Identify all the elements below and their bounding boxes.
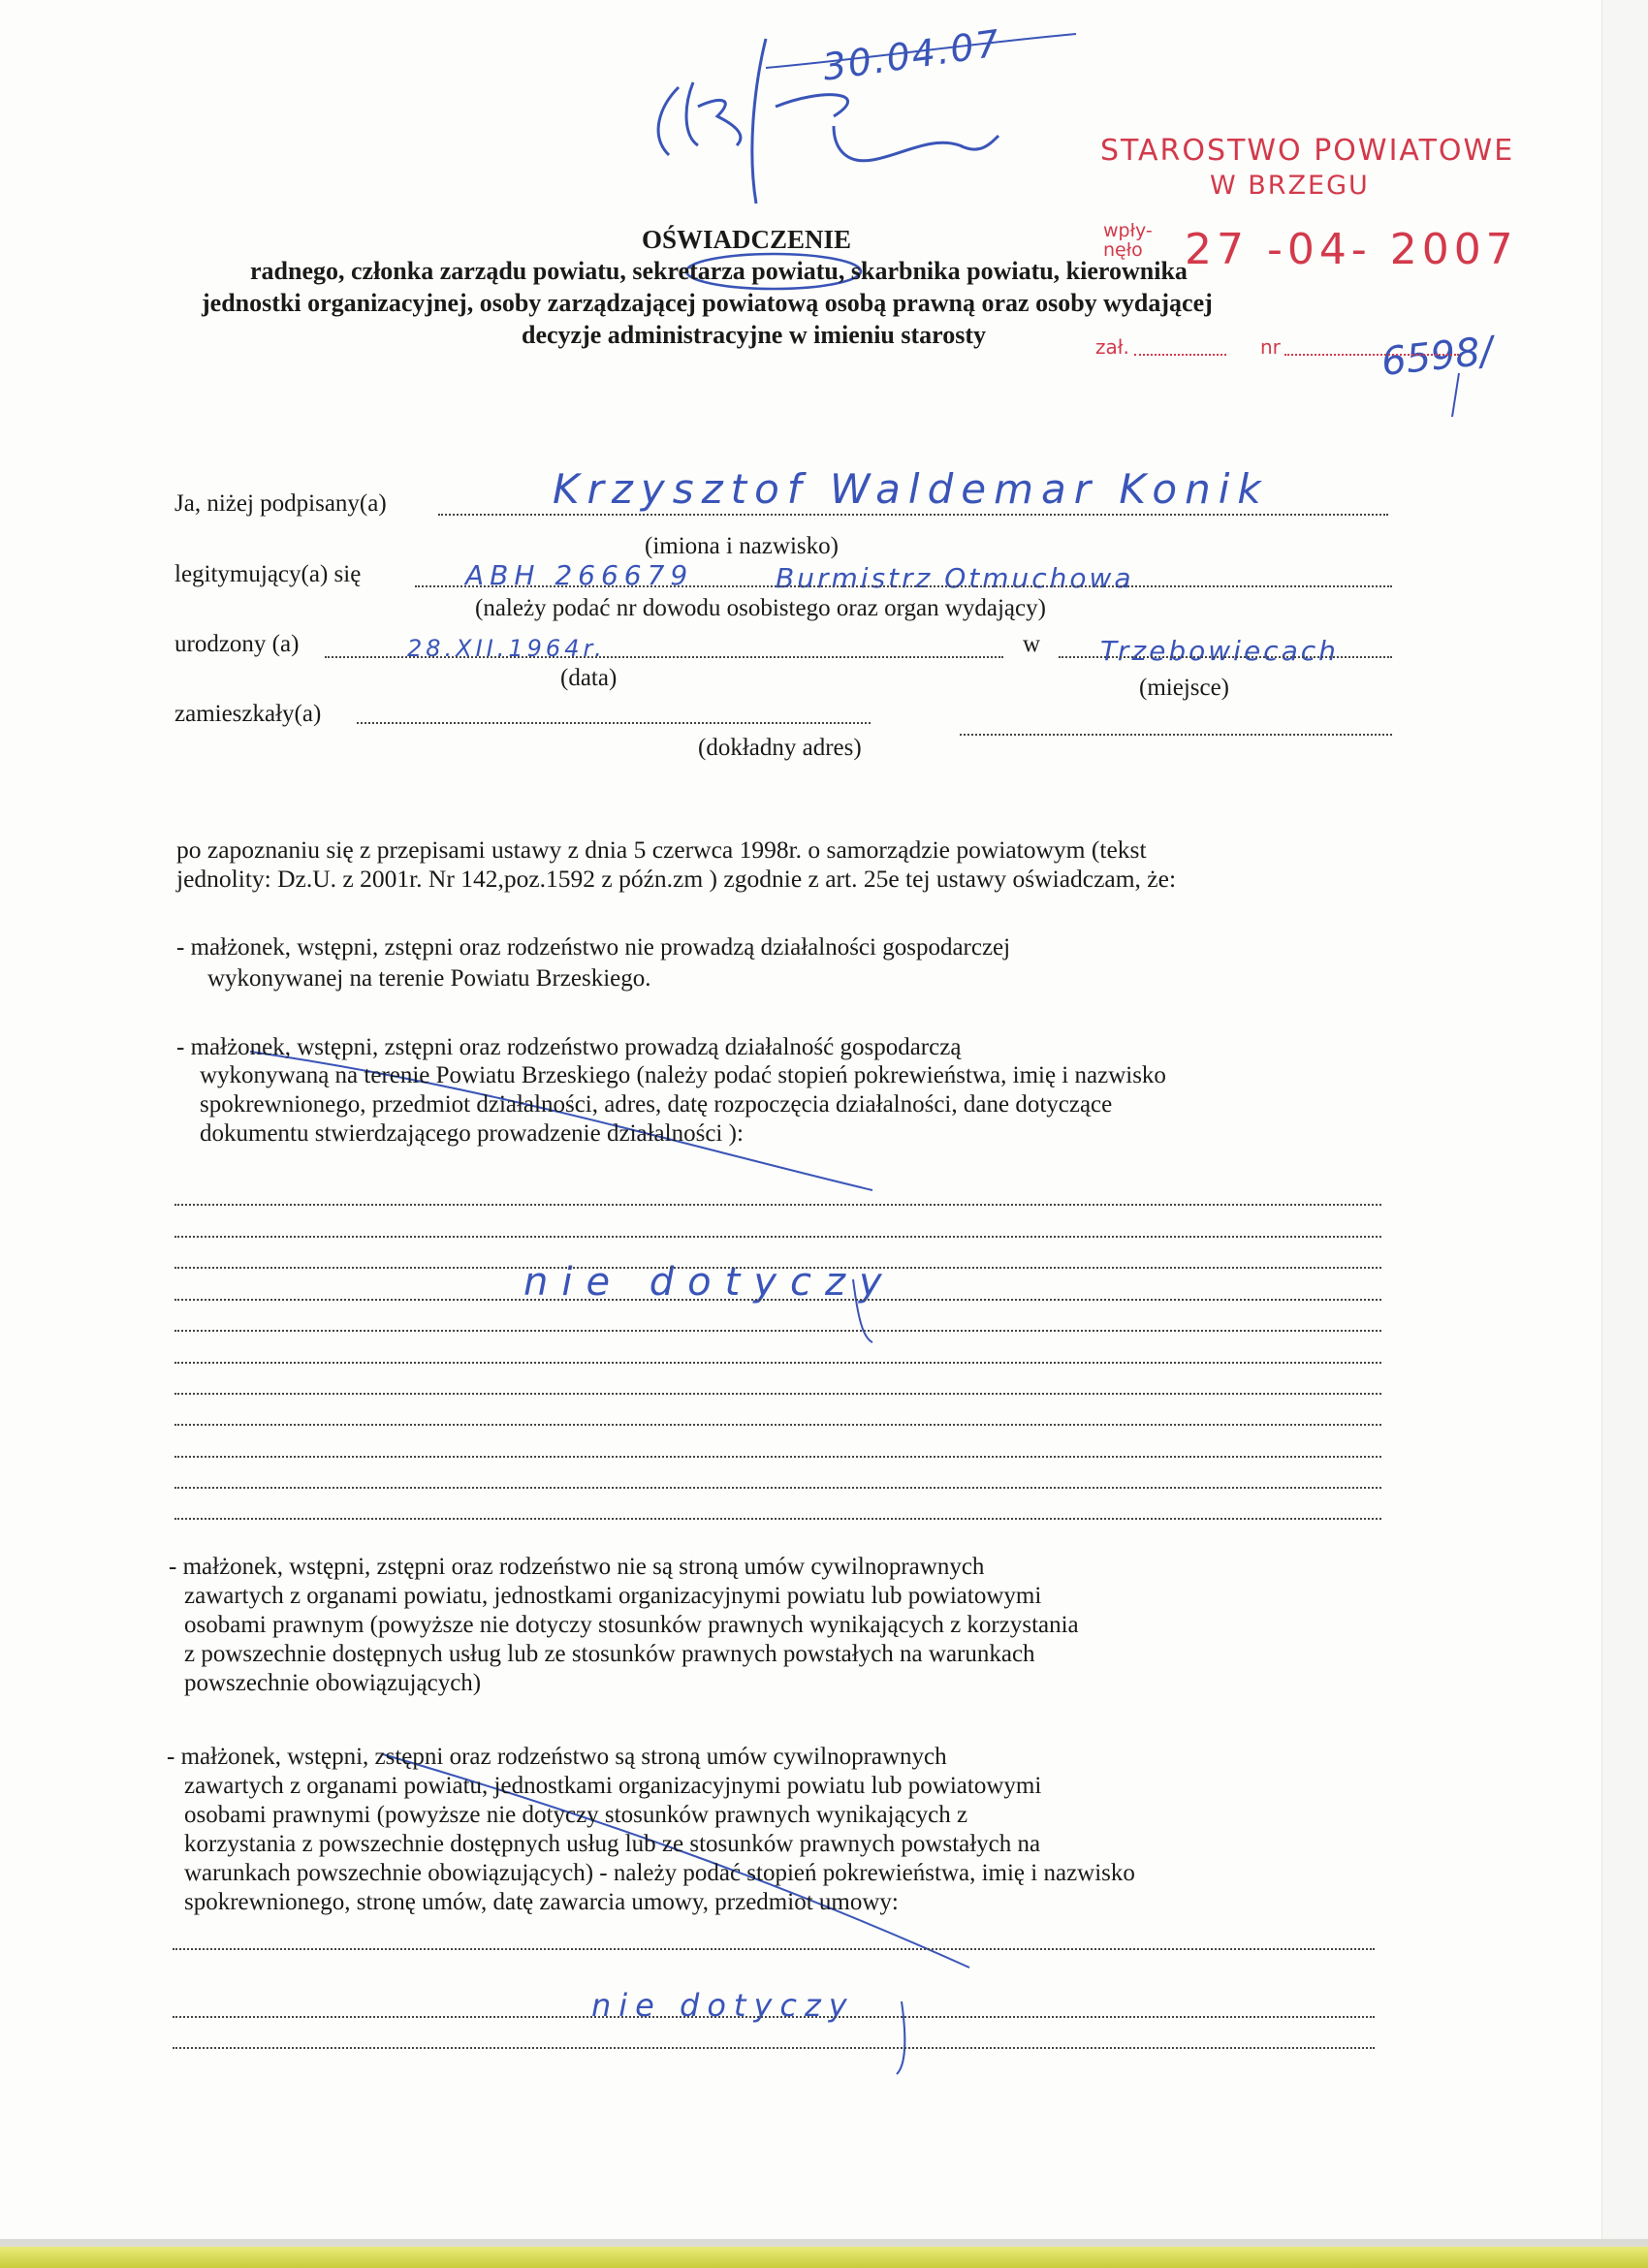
answer-line	[173, 1948, 1375, 1950]
statement-1-line1: - małżonek, wstępni, zstępni oraz rodzeństwo nie prowadzą działalności gospodarczej	[176, 934, 1011, 961]
answer-line	[174, 1487, 1381, 1489]
name-field-line	[438, 514, 1388, 516]
handwritten-birth-date: 28.XII.1964r.	[407, 635, 606, 662]
address-line-a	[357, 722, 871, 724]
answer-line	[174, 1362, 1381, 1364]
statement-3-line2: zawartych z organami powiatu, jednostkami organizacyjnymi powiatu lub powiatowymi	[184, 1583, 1042, 1609]
handwritten-id-number: ABH 266679	[465, 559, 694, 591]
statement-2-line2: wykonywaną na terenie Powiatu Brzeskiego (należy podać stopień pokrewieństwa, imię i nazwisko	[200, 1062, 1166, 1088]
handwritten-name: Krzysztof Waldemar Konik	[553, 465, 1269, 513]
name-hint: (imiona i nazwisko)	[645, 533, 839, 559]
statement-1-line2: wykonywanej na terenie Powiatu Brzeskiego.	[207, 965, 651, 992]
answer-line	[174, 1236, 1381, 1238]
id-label: legitymujący(a) się	[174, 561, 362, 587]
address-hint: (dokładny adres)	[698, 735, 862, 761]
statement-3-line1: - małżonek, wstępni, zstępni oraz rodzeństwo nie są stroną umów cywilnoprawnych	[169, 1554, 985, 1580]
birth-date-line	[325, 656, 1003, 658]
stamp-received-date: 27 -04- 2007	[1185, 225, 1518, 274]
answer-line	[174, 1204, 1381, 1206]
intro-line2: jednolity: Dz.U. z 2001r. Nr 142,poz.1592 z późn.zm ) zgodnie z art. 25e tej ustawy oświadczam, że:	[176, 865, 1177, 893]
statement-3-line5: powszechnie obowiązujących)	[184, 1670, 482, 1696]
statement-4-line1: - małżonek, wstępni, zstępni oraz rodzeństwo są stroną umów cywilnoprawnych	[167, 1744, 947, 1770]
stamp-nr-dots	[1284, 354, 1459, 356]
address-line-b	[960, 734, 1392, 736]
intro-line1: po zapoznaniu się z przepisami ustawy z dnia 5 czerwca 1998r. o samorządzie powiatowym (tekst	[176, 835, 1147, 864]
handwritten-birth-place: Trzebowiecach	[1100, 635, 1339, 667]
statement-3-line4: z powszechnie dostępnych usług lub ze stosunków prawnych powstałych na warunkach	[184, 1641, 1035, 1667]
handwritten-date-initials: 30.04.07	[819, 21, 1004, 89]
birth-label: urodzony (a)	[174, 631, 300, 657]
place-hint: (miejsce)	[1139, 675, 1230, 701]
name-label: Ja, niżej podpisany(a)	[174, 490, 387, 517]
handwritten-nie-dotyczy-2: nie dotyczy	[591, 1987, 855, 2024]
answer-line	[174, 1393, 1381, 1395]
answer-line	[174, 1330, 1381, 1332]
stamp-tick	[1452, 373, 1459, 417]
address-label: zamieszkały(a)	[174, 701, 322, 727]
statement-2-line1: - małżonek, wstępni, zstępni oraz rodzeństwo prowadzą działalność gospodarczą	[176, 1034, 962, 1060]
stamp-zal-label: zał.	[1095, 335, 1129, 359]
answer-line	[174, 1299, 1381, 1301]
answer-line	[174, 1456, 1381, 1458]
birth-place-line	[1059, 656, 1392, 658]
statement-4-line6: spokrewnionego, stronę umów, datę zawarcia umowy, przedmiot umowy:	[184, 1889, 899, 1915]
id-hint: (należy podać nr dowodu osobistego oraz organ wydający)	[475, 595, 1046, 621]
handwritten-reg-number: 6598/	[1379, 329, 1496, 385]
header-line2: jednostki organizacyjnej, osoby zarządzającej powiatową osobą prawną oraz osoby wydającej	[202, 289, 1213, 317]
answer-line	[174, 1267, 1381, 1269]
handwritten-id-issuer: Burmistrz Otmuchowa	[776, 562, 1134, 594]
statement-4-line3: osobami prawnymi (powyższe nie dotyczy stosunków prawnych wynikających z	[184, 1802, 968, 1828]
stamp-zal-dots	[1134, 354, 1226, 356]
statement-4-line2: zawartych z organami powiatu, jednostkami organizacyjnymi powiatu lub powiatowymi	[184, 1773, 1042, 1799]
header-line3: decyzje administracyjne w imieniu starosty	[522, 321, 987, 349]
nie-dotyczy-2-tail	[897, 2001, 904, 2074]
statement-2-line4: dokumentu stwierdzającego prowadzenie działalności ):	[200, 1120, 744, 1147]
document-title: OŚWIADCZENIE	[641, 225, 852, 254]
stamp-nr-label: nr	[1260, 335, 1281, 359]
answer-line	[173, 2047, 1375, 2049]
statement-2-line3: spokrewnionego, przedmiot działalności, adres, datę rozpoczęcia działalności, dane dotyczące	[200, 1091, 1113, 1118]
statement-4-line4: korzystania z powszechnie dostępnych usług lub ze stosunków prawnych powstałych na	[184, 1831, 1041, 1857]
stamp-office-line1: STAROSTWO POWIATOWE	[1100, 134, 1515, 168]
answer-line	[174, 1424, 1381, 1426]
statement-3-line3: osobami prawnym (powyższe nie dotyczy stosunków prawnych wynikających z korzystania	[184, 1612, 1079, 1638]
stamp-office-line2: W BRZEGU	[1210, 171, 1370, 201]
header-line1: radnego, członka zarządu powiatu, sekretarza powiatu, skarbnika powiatu, kierownika	[250, 257, 1188, 285]
answer-line	[173, 2016, 1375, 2018]
handwritten-nie-dotyczy-1: nie dotyczy	[523, 1260, 896, 1305]
date-hint: (data)	[560, 665, 618, 691]
answer-line	[174, 1518, 1381, 1520]
id-field-line	[415, 585, 1392, 587]
stamp-received-label: wpły- nęło	[1103, 220, 1153, 261]
statement-4-line5: warunkach powszechnie obowiązujących) - należy podać stopień pokrewieństwa, imię i nazwisko	[184, 1860, 1135, 1886]
birth-w-label: w	[1023, 631, 1041, 657]
